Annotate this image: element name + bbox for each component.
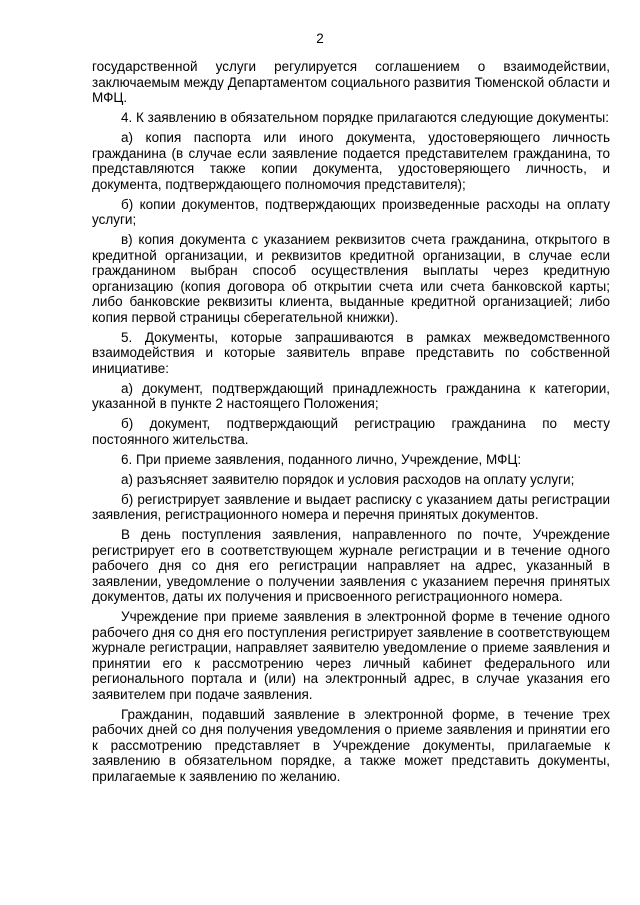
paragraph-item-4b: б) копии документов, подтверждающих произведенные расходы на оплату услуги;: [92, 196, 610, 227]
paragraph-item-4a: а) копия паспорта или иного документа, удостоверяющего личность гражданина (в случае если заявление подается представителем гражданина, то представляются также копии документа, удостоверяющего личность, и документа, подтверждающего полномочия представителя);: [92, 130, 610, 192]
document-body: [92, 59, 610, 789]
paragraph-item-5b: б) документ, подтверждающий регистрацию гражданина по месту постоянного жительства.: [92, 416, 610, 447]
paragraph-citizen-documents: Гражданин, подавший заявление в электронной форме, в течение трех рабочих дней со дня получения уведомления о приеме заявления и принятии его к рассмотрению представляет в Учреждение документы, прилагаемые к заявлению в обязательном порядке, а также может представить документы, прилагаемые к заявлению по желанию.: [92, 706, 610, 784]
paragraph-item-6b: б) регистрирует заявление и выдает расписку с указанием даты регистрации заявления, регистрационного номера и перечня принятых документов.: [92, 491, 610, 522]
paragraph-item-6a: а) разъясняет заявителю порядок и условия расходов на оплату услуги;: [121, 471, 575, 487]
paragraph-item-5a: а) документ, подтверждающий принадлежность гражданина к категории, указанной в пункте 2 настоящего Положения;: [92, 380, 610, 411]
page-number: 2: [316, 31, 324, 46]
paragraph-postal-application: В день поступления заявления, направленного по почте, Учреждение регистрирует его в соответствующем журнале регистрации и в течение одного рабочего дня со дня его регистрации направляет на адрес, указанный в заявлении, уведомление о получении заявления с указанием перечня принятых документов, даты их получения и присвоенного регистрационного номера.: [92, 527, 610, 604]
paragraph-item-5: 5. Документы, которые запрашиваются в рамках межведомственного взаимодействия и которые заявитель вправе представить по собственной инициативе:: [92, 329, 610, 376]
paragraph-continuation: государственной услуги регулируется соглашением о взаимодействии, заключаемым между Департаментом социального развития Тюменской области и МФЦ.: [92, 59, 610, 105]
paragraph-item-4v: в) копия документа с указанием реквизитов счета гражданина, открытого в кредитной организации, и реквизитов кредитной организации, в случае если гражданином выбран способ осуществления выплаты через кредитную организацию (копия договора об открытии счета или счета банковской карты; либо банковские реквизиты клиента, выданные кредитной организацией; либо копия первой страницы сберегательной книжки).: [92, 232, 610, 325]
paragraph-item-6: 6. При приеме заявления, поданного лично, Учреждение, МФЦ:: [121, 451, 522, 467]
paragraph-item-4: 4. К заявлению в обязательном порядке прилагаются следующие документы:: [121, 110, 609, 125]
paragraph-electronic-application: Учреждение при приеме заявления в электронной форме в течение одного рабочего дня со дня его поступления регистрирует заявление в соответствующем журнале регистрации, направляет заявителю уведомление о приеме заявления и принятии его к рассмотрению через личный кабинет федерального или регионального портала и (или) на электронный адрес, в случае указания его заявителем при подаче заявления.: [92, 609, 610, 702]
